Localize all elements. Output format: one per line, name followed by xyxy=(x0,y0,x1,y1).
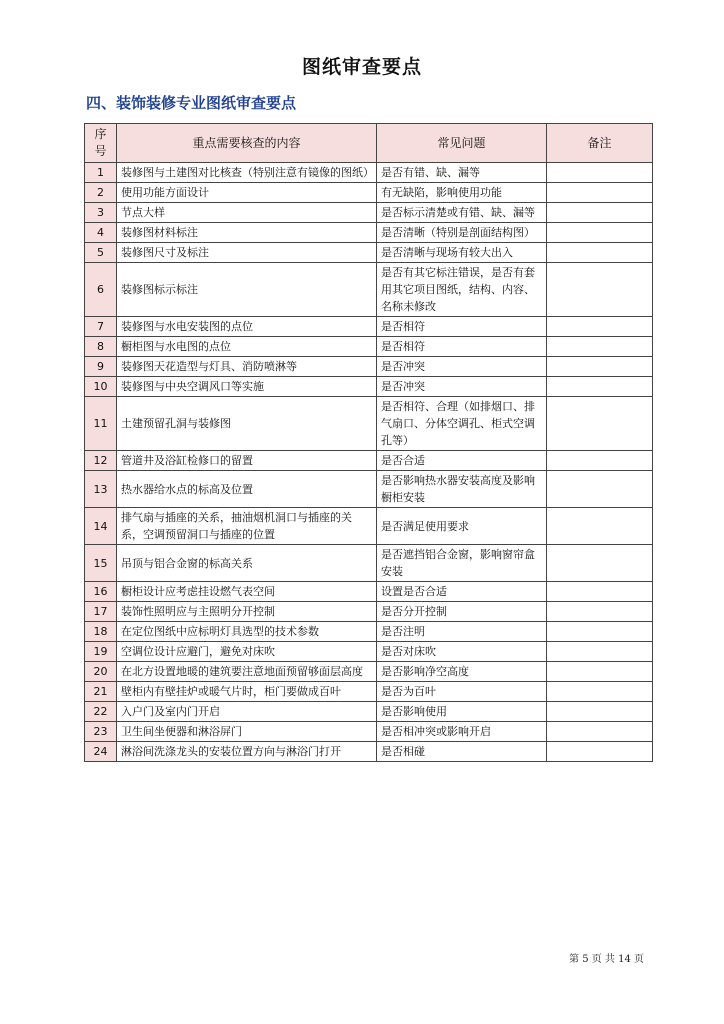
row-number: 16 xyxy=(85,582,117,602)
row-check-item: 壁柜内有壁挂炉或暖气片时，柜门要做成百叶 xyxy=(117,682,377,702)
row-note xyxy=(547,203,653,223)
row-note xyxy=(547,642,653,662)
table-row xyxy=(85,317,653,337)
row-common-issue: 是否冲突 xyxy=(377,357,547,377)
row-check-item: 土建预留孔洞与装修图 xyxy=(117,397,377,451)
table-row xyxy=(85,682,653,702)
row-common-issue: 设置是否合适 xyxy=(377,582,547,602)
row-check-item: 卫生间坐便器和淋浴屏门 xyxy=(117,722,377,742)
row-common-issue: 是否影响使用 xyxy=(377,702,547,722)
table-row xyxy=(85,183,653,203)
row-note xyxy=(547,545,653,582)
table-row xyxy=(85,223,653,243)
row-number: 7 xyxy=(85,317,117,337)
row-check-item: 装修图材料标注 xyxy=(117,223,377,243)
review-table xyxy=(84,123,653,762)
row-note xyxy=(547,317,653,337)
row-common-issue: 有无缺陷，影响使用功能 xyxy=(377,183,547,203)
row-common-issue: 是否满足使用要求 xyxy=(377,508,547,545)
page-title: 图纸审查要点 xyxy=(301,56,422,78)
row-common-issue: 是否合适 xyxy=(377,451,547,471)
row-number: 20 xyxy=(85,662,117,682)
table-row xyxy=(85,243,653,263)
row-common-issue: 是否相符、合理（如排烟口、排气扇口、分体空调孔、柜式空调孔等） xyxy=(377,397,547,451)
row-common-issue: 是否冲突 xyxy=(377,377,547,397)
row-number: 22 xyxy=(85,702,117,722)
row-common-issue: 是否注明 xyxy=(377,622,547,642)
row-note xyxy=(547,622,653,642)
row-number: 12 xyxy=(85,451,117,471)
row-note xyxy=(547,662,653,682)
row-note xyxy=(547,223,653,243)
row-check-item: 吊顶与铝合金窗的标高关系 xyxy=(117,545,377,582)
header-issue: 常见问题 xyxy=(377,124,547,163)
row-common-issue: 是否清晰（特别是剖面结构图） xyxy=(377,223,547,243)
row-note xyxy=(547,377,653,397)
row-note xyxy=(547,582,653,602)
table-row xyxy=(85,471,653,508)
row-common-issue: 是否清晰与现场有较大出入 xyxy=(377,243,547,263)
row-number: 18 xyxy=(85,622,117,642)
row-number: 5 xyxy=(85,243,117,263)
row-check-item: 节点大样 xyxy=(117,203,377,223)
table-row xyxy=(85,545,653,582)
row-common-issue: 是否影响净空高度 xyxy=(377,662,547,682)
row-note xyxy=(547,397,653,451)
row-check-item: 装修图尺寸及标注 xyxy=(117,243,377,263)
table-row xyxy=(85,602,653,622)
row-note xyxy=(547,682,653,702)
table-row xyxy=(85,702,653,722)
row-common-issue: 是否对床吹 xyxy=(377,642,547,662)
table-row xyxy=(85,508,653,545)
row-check-item: 管道井及浴缸检修口的留置 xyxy=(117,451,377,471)
row-note xyxy=(547,243,653,263)
table-row xyxy=(85,377,653,397)
row-common-issue: 是否相符 xyxy=(377,317,547,337)
row-number: 10 xyxy=(85,377,117,397)
row-number: 13 xyxy=(85,471,117,508)
header-item: 重点需要核查的内容 xyxy=(117,124,377,163)
page-footer: 第 5 页 共 14 页 xyxy=(569,954,644,965)
row-note xyxy=(547,602,653,622)
row-number: 14 xyxy=(85,508,117,545)
table-row xyxy=(85,451,653,471)
table-header-row xyxy=(85,124,653,163)
row-number: 8 xyxy=(85,337,117,357)
row-check-item: 空调位设计应避门，避免对床吹 xyxy=(117,642,377,662)
table-body xyxy=(85,163,653,762)
row-check-item: 装修图天花造型与灯具、消防喷淋等 xyxy=(117,357,377,377)
row-common-issue: 是否相冲突或影响开启 xyxy=(377,722,547,742)
row-number: 15 xyxy=(85,545,117,582)
table-row xyxy=(85,742,653,762)
row-check-item: 淋浴间洗涤龙头的安装位置方向与淋浴门打开 xyxy=(117,742,377,762)
table-row xyxy=(85,337,653,357)
row-note xyxy=(547,722,653,742)
row-number: 3 xyxy=(85,203,117,223)
table-row xyxy=(85,357,653,377)
row-note xyxy=(547,163,653,183)
row-note xyxy=(547,471,653,508)
table-row xyxy=(85,722,653,742)
table-row xyxy=(85,662,653,682)
row-common-issue: 是否分开控制 xyxy=(377,602,547,622)
row-common-issue: 是否有其它标注错误，是否有套用其它项目图纸，结构、内容、名称未修改 xyxy=(377,263,547,317)
row-check-item: 装修图与水电安装图的点位 xyxy=(117,317,377,337)
row-check-item: 橱柜设计应考虑挂设燃气表空间 xyxy=(117,582,377,602)
row-note xyxy=(547,263,653,317)
row-note xyxy=(547,702,653,722)
row-check-item: 橱柜图与水电图的点位 xyxy=(117,337,377,357)
row-number: 6 xyxy=(85,263,117,317)
row-common-issue: 是否遮挡铝合金窗，影响窗帘盒安装 xyxy=(377,545,547,582)
row-check-item: 装修图与中央空调风口等实施 xyxy=(117,377,377,397)
row-common-issue: 是否有错、缺、漏等 xyxy=(377,163,547,183)
table-row xyxy=(85,397,653,451)
row-note xyxy=(547,183,653,203)
row-note xyxy=(547,508,653,545)
row-common-issue: 是否相碰 xyxy=(377,742,547,762)
row-check-item: 入户门及室内门开启 xyxy=(117,702,377,722)
row-number: 4 xyxy=(85,223,117,243)
row-check-item: 装修图与土建图对比核查（特别注意有镜像的图纸） xyxy=(117,163,377,183)
row-number: 9 xyxy=(85,357,117,377)
table-row xyxy=(85,263,653,317)
section-heading: 四、装饰装修专业图纸审查要点 xyxy=(86,94,297,112)
row-number: 21 xyxy=(85,682,117,702)
row-check-item: 装饰性照明应与主照明分开控制 xyxy=(117,602,377,622)
row-number: 17 xyxy=(85,602,117,622)
row-check-item: 使用功能方面设计 xyxy=(117,183,377,203)
row-common-issue: 是否相符 xyxy=(377,337,547,357)
row-check-item: 热水器给水点的标高及位置 xyxy=(117,471,377,508)
row-check-item: 在定位图纸中应标明灯具选型的技术参数 xyxy=(117,622,377,642)
row-check-item: 装修图标示标注 xyxy=(117,263,377,317)
row-note xyxy=(547,337,653,357)
row-number: 24 xyxy=(85,742,117,762)
row-note xyxy=(547,742,653,762)
table-row xyxy=(85,203,653,223)
table-row xyxy=(85,582,653,602)
table-row xyxy=(85,642,653,662)
table-row xyxy=(85,622,653,642)
row-number: 1 xyxy=(85,163,117,183)
row-check-item: 排气扇与插座的关系，抽油烟机洞口与插座的关系，空调预留洞口与插座的位置 xyxy=(117,508,377,545)
row-common-issue: 是否为百叶 xyxy=(377,682,547,702)
header-note: 备注 xyxy=(547,124,653,163)
row-number: 19 xyxy=(85,642,117,662)
row-number: 11 xyxy=(85,397,117,451)
row-check-item: 在北方设置地暖的建筑要注意地面预留够面层高度 xyxy=(117,662,377,682)
header-no: 序号 xyxy=(85,124,117,163)
row-note xyxy=(547,451,653,471)
row-note xyxy=(547,357,653,377)
row-common-issue: 是否标示清楚或有错、缺、漏等 xyxy=(377,203,547,223)
row-number: 2 xyxy=(85,183,117,203)
table-row xyxy=(85,163,653,183)
row-common-issue: 是否影响热水器安装高度及影响橱柜安装 xyxy=(377,471,547,508)
row-number: 23 xyxy=(85,722,117,742)
